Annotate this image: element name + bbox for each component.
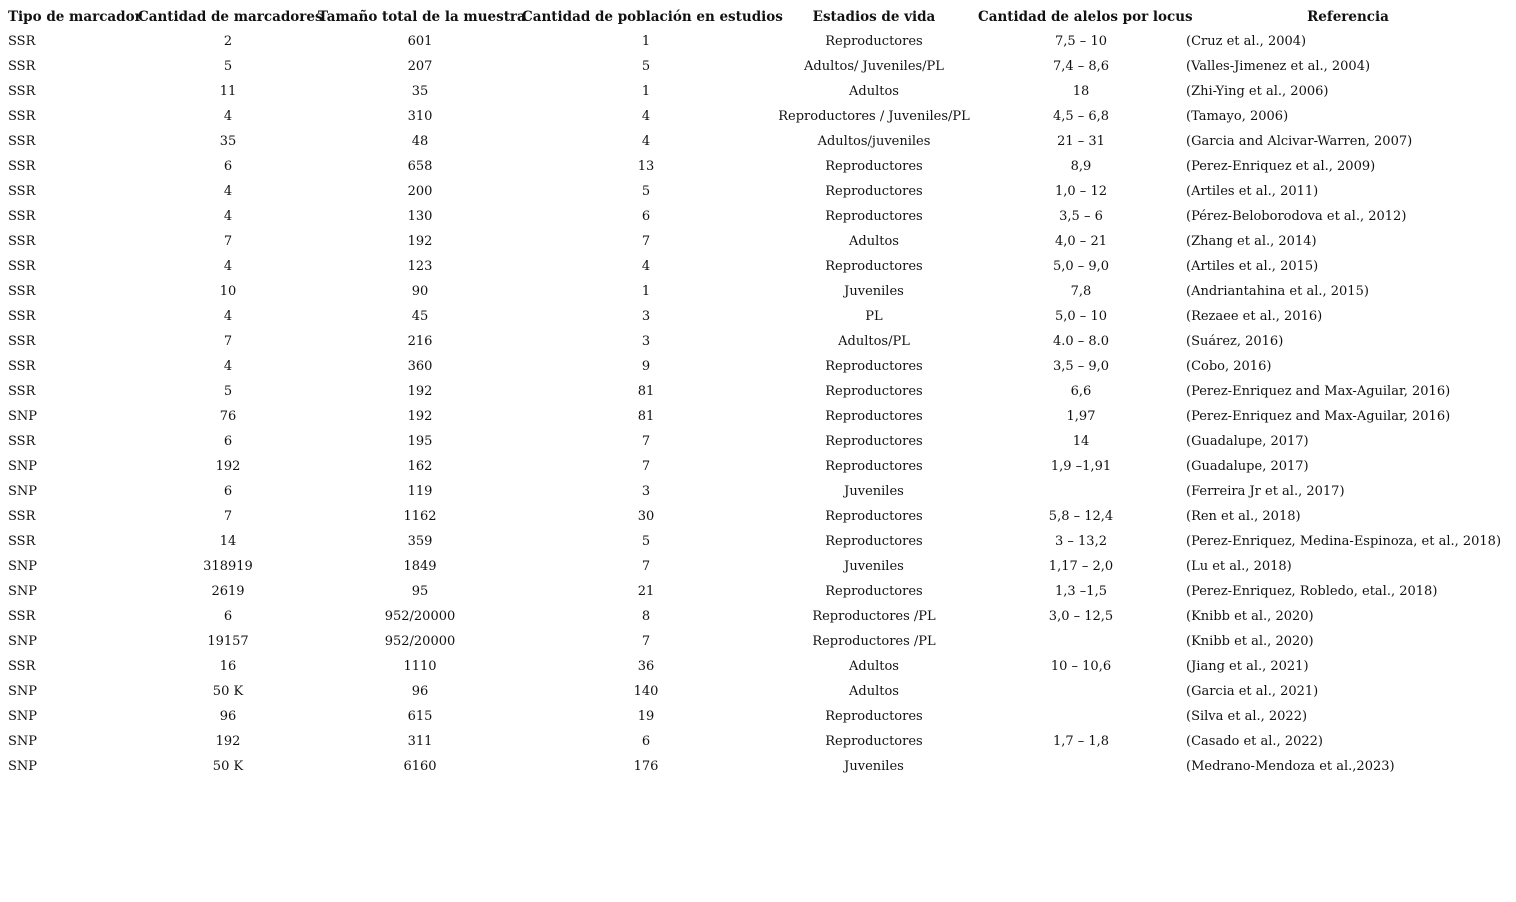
header-marker-count: Cantidad de marcadores: [138, 8, 323, 25]
cell-sample-size: 1110: [403, 659, 437, 674]
cell-alleles-per-locus: 8,9: [1070, 159, 1092, 174]
cell-reference: (Guadalupe, 2017): [1186, 459, 1309, 474]
header-marker-type: Tipo de marcador: [8, 8, 142, 25]
cell-marker-count: 4: [223, 184, 233, 199]
cell-reference: (Jiang et al., 2021): [1186, 659, 1309, 674]
cell-sample-size: 1162: [403, 509, 437, 524]
cell-population-count: 4: [641, 259, 651, 274]
cell-alleles-per-locus: [978, 479, 1184, 504]
table-row: [4, 429, 1512, 454]
cell-alleles-per-locus: 1,17 – 2,0: [1048, 559, 1114, 574]
cell-life-stage: Adultos: [849, 659, 899, 674]
cell-marker-type: SNP: [8, 709, 38, 724]
cell-life-stage: Reproductores: [825, 734, 923, 749]
table-row: [4, 579, 1512, 604]
cell-marker-count: 16: [219, 659, 237, 674]
table-row: [4, 379, 1512, 404]
cell-sample-size: 6160: [403, 759, 437, 774]
cell-marker-count: 192: [215, 459, 241, 474]
cell-reference: (Perez-Enriquez and Max-Aguilar, 2016): [1186, 384, 1451, 399]
table-row: [4, 104, 1512, 129]
cell-population-count: 176: [633, 759, 659, 774]
cell-alleles-per-locus: 3,0 – 12,5: [1048, 609, 1114, 624]
cell-marker-count: 6: [223, 609, 233, 624]
cell-population-count: 5: [641, 59, 651, 74]
table-body: [4, 29, 1512, 779]
table-row: [4, 79, 1512, 104]
cell-marker-type: SSR: [8, 534, 36, 549]
cell-marker-type: SNP: [8, 759, 38, 774]
cell-sample-size: 360: [407, 359, 433, 374]
cell-population-count: 36: [637, 659, 655, 674]
table-row: [4, 329, 1512, 354]
table-row: [4, 404, 1512, 429]
cell-sample-size: 35: [411, 84, 429, 99]
cell-life-stage: Reproductores: [825, 384, 923, 399]
marker-studies-table: [4, 4, 1512, 779]
header-sample-size: Tamaño total de la muestra: [318, 8, 526, 25]
table-row: [4, 679, 1512, 704]
table-row: [4, 479, 1512, 504]
cell-population-count: 13: [637, 159, 655, 174]
cell-marker-type: SNP: [8, 409, 38, 424]
cell-marker-count: 6: [223, 434, 233, 449]
cell-population-count: 5: [641, 184, 651, 199]
cell-marker-type: SSR: [8, 259, 36, 274]
cell-life-stage: Reproductores: [825, 709, 923, 724]
cell-reference: (Artiles et al., 2011): [1186, 184, 1319, 199]
cell-life-stage: Adultos/juveniles: [817, 134, 931, 149]
cell-sample-size: 119: [407, 484, 433, 499]
cell-marker-count: 6: [223, 159, 233, 174]
cell-sample-size: 130: [407, 209, 433, 224]
cell-life-stage: Reproductores: [825, 259, 923, 274]
cell-sample-size: 45: [411, 309, 429, 324]
cell-marker-count: 96: [219, 709, 237, 724]
cell-life-stage: Reproductores /PL: [812, 609, 936, 624]
cell-alleles-per-locus: 1,0 – 12: [1055, 184, 1107, 199]
cell-marker-count: 5: [223, 384, 233, 399]
cell-marker-type: SNP: [8, 559, 38, 574]
cell-reference: (Casado et al., 2022): [1186, 734, 1323, 749]
cell-alleles-per-locus: 7,8: [1070, 284, 1092, 299]
cell-life-stage: Juveniles: [844, 759, 904, 774]
cell-life-stage: Reproductores: [825, 584, 923, 599]
cell-population-count: 1: [641, 84, 651, 99]
cell-life-stage: Reproductores / Juveniles/PL: [778, 109, 970, 124]
cell-reference: (Rezaee et al., 2016): [1186, 309, 1323, 324]
cell-marker-type: SSR: [8, 84, 36, 99]
cell-population-count: 6: [641, 734, 651, 749]
cell-life-stage: Reproductores: [825, 459, 923, 474]
cell-reference: (Guadalupe, 2017): [1186, 434, 1309, 449]
cell-life-stage: Reproductores: [825, 534, 923, 549]
cell-sample-size: 48: [411, 134, 429, 149]
cell-reference: (Andriantahina et al., 2015): [1186, 284, 1369, 299]
cell-life-stage: Reproductores: [825, 34, 923, 49]
cell-marker-type: SSR: [8, 509, 36, 524]
cell-alleles-per-locus: 10 – 10,6: [1050, 659, 1112, 674]
cell-marker-type: SSR: [8, 359, 36, 374]
cell-marker-type: SNP: [8, 584, 38, 599]
cell-reference: (Artiles et al., 2015): [1186, 259, 1319, 274]
table-row: [4, 154, 1512, 179]
cell-population-count: 4: [641, 134, 651, 149]
cell-sample-size: 162: [407, 459, 433, 474]
cell-marker-count: 50 K: [212, 684, 244, 699]
cell-reference: (Perez-Enriquez et al., 2009): [1186, 159, 1376, 174]
cell-marker-count: 4: [223, 359, 233, 374]
cell-alleles-per-locus: 4.0 – 8.0: [1052, 334, 1110, 349]
table-row: [4, 204, 1512, 229]
cell-marker-count: 192: [215, 734, 241, 749]
cell-reference: (Zhang et al., 2014): [1186, 234, 1317, 249]
cell-sample-size: 216: [407, 334, 433, 349]
table-header: [4, 4, 1512, 29]
table-row: [4, 29, 1512, 54]
cell-population-count: 5: [641, 534, 651, 549]
cell-sample-size: 952/20000: [384, 634, 456, 649]
cell-population-count: 19: [637, 709, 655, 724]
cell-sample-size: 195: [407, 434, 433, 449]
cell-marker-type: SSR: [8, 284, 36, 299]
table-row: [4, 54, 1512, 79]
cell-life-stage: Adultos/ Juveniles/PL: [804, 59, 944, 74]
cell-alleles-per-locus: 1,9 –1,91: [1050, 459, 1112, 474]
cell-marker-count: 7: [223, 334, 233, 349]
cell-alleles-per-locus: 3 – 13,2: [1055, 534, 1107, 549]
cell-marker-type: SNP: [8, 684, 38, 699]
table-row: [4, 229, 1512, 254]
cell-life-stage: PL: [865, 309, 883, 324]
cell-population-count: 4: [641, 109, 651, 124]
header-population-count: Cantidad de población en estudios: [522, 8, 783, 25]
cell-marker-type: SSR: [8, 109, 36, 124]
cell-life-stage: Adultos: [849, 684, 899, 699]
cell-alleles-per-locus: 6,6: [1070, 384, 1092, 399]
cell-alleles-per-locus: 3,5 – 9,0: [1052, 359, 1110, 374]
cell-alleles-per-locus: [978, 704, 1184, 729]
cell-marker-count: 50 K: [212, 759, 244, 774]
table-row: [4, 304, 1512, 329]
cell-sample-size: 658: [407, 159, 433, 174]
table-row: [4, 604, 1512, 629]
cell-alleles-per-locus: 7,4 – 8,6: [1052, 59, 1110, 74]
cell-marker-count: 14: [219, 534, 237, 549]
cell-sample-size: 359: [407, 534, 433, 549]
cell-sample-size: 200: [407, 184, 433, 199]
cell-population-count: 30: [637, 509, 655, 524]
cell-population-count: 81: [637, 409, 655, 424]
cell-population-count: 3: [641, 484, 651, 499]
cell-population-count: 9: [641, 359, 651, 374]
table-row: [4, 629, 1512, 654]
table-row: [4, 654, 1512, 679]
cell-life-stage: Juveniles: [844, 284, 904, 299]
cell-life-stage: Reproductores: [825, 409, 923, 424]
table-row: [4, 179, 1512, 204]
cell-marker-type: SNP: [8, 459, 38, 474]
cell-marker-type: SSR: [8, 34, 36, 49]
cell-marker-type: SSR: [8, 234, 36, 249]
cell-sample-size: 96: [411, 684, 429, 699]
cell-population-count: 7: [641, 559, 651, 574]
cell-sample-size: 192: [407, 384, 433, 399]
cell-marker-count: 6: [223, 484, 233, 499]
cell-reference: (Garcia et al., 2021): [1186, 684, 1319, 699]
cell-alleles-per-locus: 4,0 – 21: [1055, 234, 1107, 249]
cell-reference: (Pérez-Beloborodova et al., 2012): [1186, 209, 1407, 224]
cell-life-stage: Adultos: [849, 234, 899, 249]
cell-marker-count: 35: [219, 134, 237, 149]
cell-alleles-per-locus: 1,7 – 1,8: [1052, 734, 1110, 749]
table-row: [4, 279, 1512, 304]
cell-sample-size: 311: [407, 734, 433, 749]
cell-reference: (Suárez, 2016): [1186, 334, 1284, 349]
cell-marker-count: 4: [223, 209, 233, 224]
cell-population-count: 3: [641, 334, 651, 349]
cell-marker-count: 19157: [207, 634, 249, 649]
cell-marker-count: 2: [223, 34, 233, 49]
cell-life-stage: Reproductores: [825, 159, 923, 174]
cell-marker-type: SSR: [8, 134, 36, 149]
cell-reference: (Medrano-Mendoza et al.,2023): [1186, 759, 1395, 774]
cell-life-stage: Reproductores: [825, 509, 923, 524]
header-alleles-per-locus: Cantidad de alelos por locus: [978, 8, 1193, 25]
cell-alleles-per-locus: 5,8 – 12,4: [1048, 509, 1114, 524]
table-row: [4, 729, 1512, 754]
cell-population-count: 8: [641, 609, 651, 624]
cell-population-count: 7: [641, 459, 651, 474]
table-row: [4, 504, 1512, 529]
table-row: [4, 129, 1512, 154]
cell-marker-count: 5: [223, 59, 233, 74]
cell-alleles-per-locus: [978, 679, 1184, 704]
cell-reference: (Cruz et al., 2004): [1186, 34, 1307, 49]
cell-sample-size: 1849: [403, 559, 437, 574]
cell-reference: (Knibb et al., 2020): [1186, 634, 1314, 649]
cell-sample-size: 310: [407, 109, 433, 124]
cell-population-count: 3: [641, 309, 651, 324]
table-row: [4, 254, 1512, 279]
cell-alleles-per-locus: 18: [1072, 84, 1090, 99]
table-row: [4, 554, 1512, 579]
cell-reference: (Zhi-Ying et al., 2006): [1186, 84, 1329, 99]
cell-marker-type: SSR: [8, 309, 36, 324]
cell-marker-type: SSR: [8, 59, 36, 74]
cell-reference: (Perez-Enriquez, Robledo, etal., 2018): [1186, 584, 1438, 599]
cell-population-count: 6: [641, 209, 651, 224]
cell-life-stage: Reproductores: [825, 209, 923, 224]
table-row: [4, 454, 1512, 479]
cell-life-stage: Reproductores: [825, 359, 923, 374]
cell-reference: (Valles-Jimenez et al., 2004): [1186, 59, 1371, 74]
cell-sample-size: 952/20000: [384, 609, 456, 624]
cell-marker-count: 318919: [203, 559, 253, 574]
cell-marker-count: 76: [219, 409, 237, 424]
cell-marker-count: 11: [219, 84, 237, 99]
cell-reference: (Knibb et al., 2020): [1186, 609, 1314, 624]
header-life-stages: Estadios de vida: [812, 8, 936, 25]
cell-reference: (Lu et al., 2018): [1186, 559, 1292, 574]
cell-reference: (Tamayo, 2006): [1186, 109, 1289, 124]
cell-alleles-per-locus: 21 – 31: [1057, 134, 1105, 149]
cell-alleles-per-locus: 7,5 – 10: [1055, 34, 1107, 49]
cell-life-stage: Reproductores /PL: [812, 634, 936, 649]
cell-population-count: 7: [641, 434, 651, 449]
cell-life-stage: Juveniles: [844, 484, 904, 499]
table-row: [4, 754, 1512, 779]
cell-sample-size: 90: [411, 284, 429, 299]
cell-population-count: 7: [641, 234, 651, 249]
cell-marker-count: 4: [223, 109, 233, 124]
cell-sample-size: 601: [407, 34, 433, 49]
cell-sample-size: 192: [407, 234, 433, 249]
table-row: [4, 354, 1512, 379]
table-row: [4, 529, 1512, 554]
cell-marker-count: 2619: [211, 584, 245, 599]
cell-alleles-per-locus: 1,97: [1066, 409, 1096, 424]
cell-alleles-per-locus: 4,5 – 6,8: [1052, 109, 1110, 124]
cell-marker-type: SNP: [8, 634, 38, 649]
cell-population-count: 1: [641, 34, 651, 49]
cell-alleles-per-locus: 5,0 – 10: [1055, 309, 1107, 324]
cell-reference: (Ren et al., 2018): [1186, 509, 1301, 524]
cell-marker-type: SSR: [8, 384, 36, 399]
cell-alleles-per-locus: [978, 629, 1184, 654]
cell-marker-type: SSR: [8, 659, 36, 674]
header-reference: Referencia: [1307, 8, 1389, 25]
cell-reference: (Cobo, 2016): [1186, 359, 1272, 374]
cell-reference: (Perez-Enriquez, Medina-Espinoza, et al., 2018): [1186, 534, 1502, 549]
cell-population-count: 81: [637, 384, 655, 399]
cell-marker-type: SNP: [8, 734, 38, 749]
cell-population-count: 7: [641, 634, 651, 649]
cell-marker-count: 7: [223, 234, 233, 249]
cell-marker-type: SSR: [8, 609, 36, 624]
cell-marker-type: SSR: [8, 159, 36, 174]
cell-life-stage: Adultos: [849, 84, 899, 99]
cell-marker-count: 7: [223, 509, 233, 524]
cell-sample-size: 207: [407, 59, 433, 74]
cell-marker-count: 4: [223, 309, 233, 324]
cell-life-stage: Reproductores: [825, 184, 923, 199]
cell-life-stage: Juveniles: [844, 559, 904, 574]
cell-alleles-per-locus: 5,0 – 9,0: [1052, 259, 1110, 274]
cell-sample-size: 192: [407, 409, 433, 424]
cell-sample-size: 615: [407, 709, 433, 724]
cell-population-count: 21: [637, 584, 655, 599]
header-row: [4, 4, 1512, 29]
cell-sample-size: 95: [411, 584, 429, 599]
cell-reference: (Ferreira Jr et al., 2017): [1186, 484, 1345, 499]
cell-population-count: 140: [633, 684, 659, 699]
cell-life-stage: Adultos/PL: [838, 334, 910, 349]
cell-marker-type: SSR: [8, 434, 36, 449]
cell-alleles-per-locus: 3,5 – 6: [1059, 209, 1103, 224]
cell-alleles-per-locus: 14: [1072, 434, 1090, 449]
cell-marker-count: 4: [223, 259, 233, 274]
cell-marker-type: SNP: [8, 484, 38, 499]
cell-marker-type: SSR: [8, 184, 36, 199]
cell-marker-type: SSR: [8, 209, 36, 224]
cell-marker-count: 10: [219, 284, 237, 299]
cell-sample-size: 123: [407, 259, 433, 274]
cell-life-stage: Reproductores: [825, 434, 923, 449]
cell-population-count: 1: [641, 284, 651, 299]
cell-marker-type: SSR: [8, 334, 36, 349]
cell-alleles-per-locus: [978, 754, 1184, 779]
cell-reference: (Garcia and Alcivar-Warren, 2007): [1186, 134, 1413, 149]
cell-reference: (Perez-Enriquez and Max-Aguilar, 2016): [1186, 409, 1451, 424]
cell-reference: (Silva et al., 2022): [1186, 709, 1308, 724]
table-row: [4, 704, 1512, 729]
cell-alleles-per-locus: 1,3 –1,5: [1055, 584, 1107, 599]
